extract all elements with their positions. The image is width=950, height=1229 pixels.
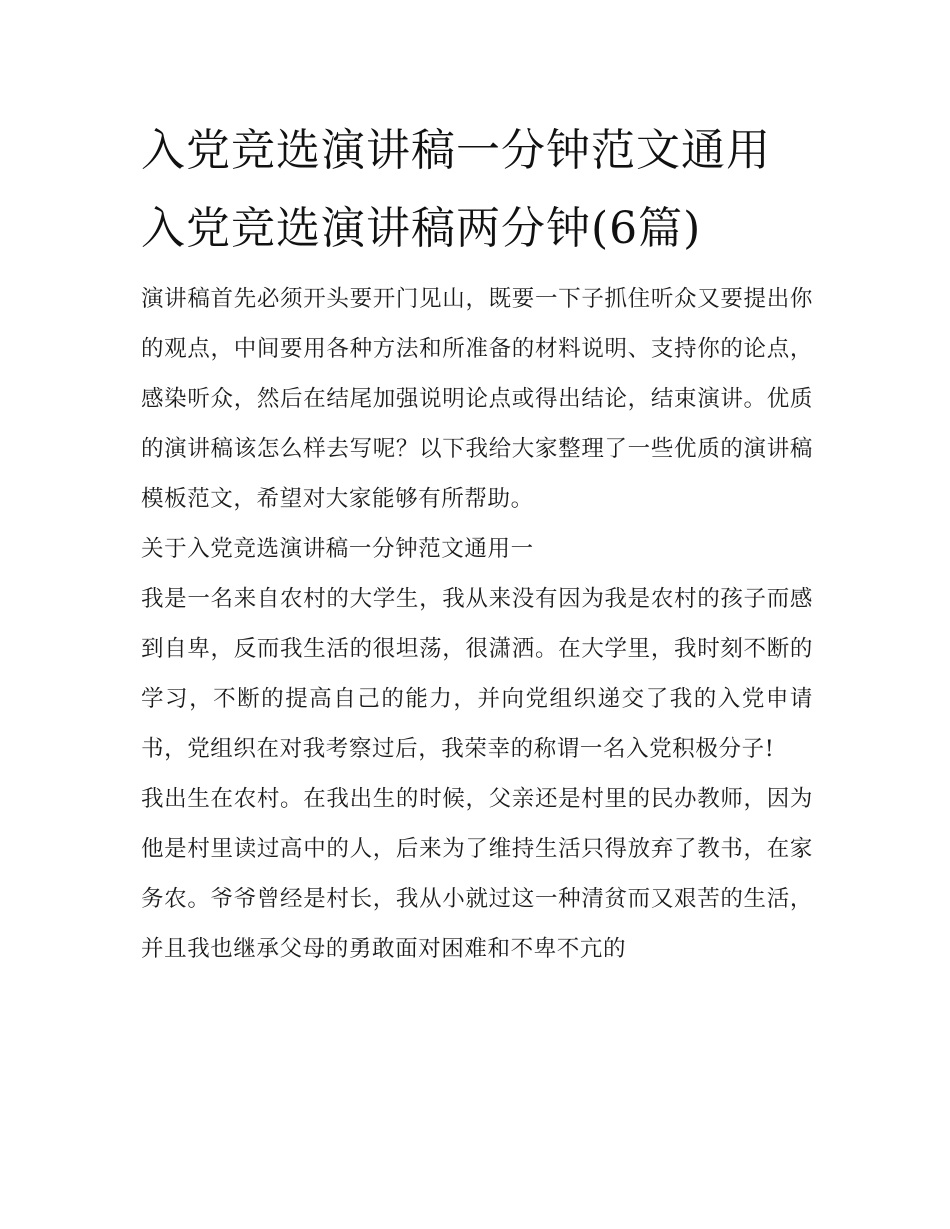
body-paragraph: 我是一名来自农村的大学生，我从来没有因为我是农村的孩子而感到自卑，反而我生活的很坦荡，很潇洒。在大学里，我时刻不断的学习，不断的提高自己的能力，并向党组织递交了我的入党申请书，党组织在对我考察过后，我荣幸的称谓一名入党积极分子!	[141, 586, 813, 762]
intro-paragraph: 演讲稿首先必须开头要开门见山，既要一下子抓住听众又要提出你的观点，中间要用各种方法和所准备的材料说明、支持你的论点，感染听众，然后在结尾加强说明论点或得出结论，结束演讲。优质的演讲稿该怎么样去写呢？以下我给大家整理了一些优质的演讲稿模板范文，希望对大家能够有所帮助。	[141, 286, 813, 512]
section-heading: 关于入党竞选演讲稿一分钟范文通用一	[141, 536, 534, 562]
body-paragraph: 我出生在农村。在我出生的时候，父亲还是村里的民办教师，因为他是村里读过高中的人，后来为了维持生活只得放弃了教书，在家务农。爷爷曾经是村长，我从小就过这一种清贫而又艰苦的生活，并且我也继承父母的勇敢面对困难和不卑不亢的	[141, 786, 813, 962]
document-body	[141, 112, 813, 974]
document-title: 入党竞选演讲稿一分钟范文通用 入党竞选演讲稿两分钟(6篇)	[141, 125, 771, 254]
